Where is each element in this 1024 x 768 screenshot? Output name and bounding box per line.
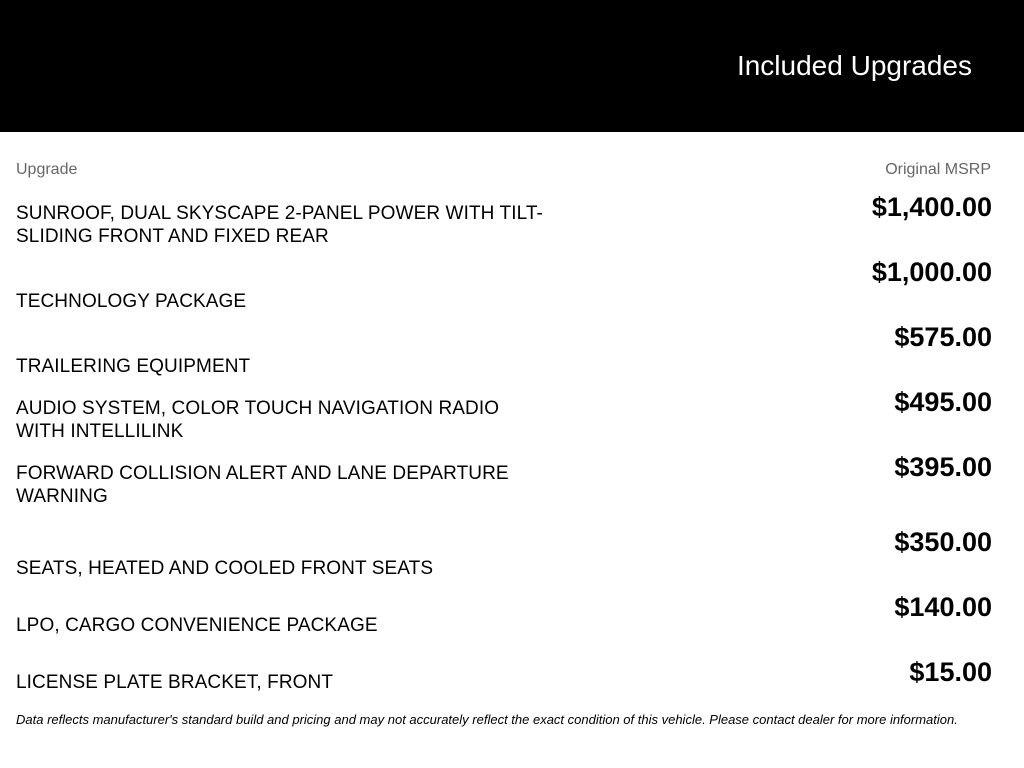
page-title: Included Upgrades <box>736 50 972 81</box>
upgrade-price: $140.00 <box>894 592 992 622</box>
table-row <box>16 192 992 248</box>
upgrade-price: $15.00 <box>909 657 992 687</box>
column-header-upgrade: Upgrade <box>16 161 78 178</box>
upgrade-price: $350.00 <box>894 527 992 557</box>
table-row <box>16 452 992 508</box>
upgrade-name: SUNROOF, DUAL SKYSCAPE 2-PANEL POWER WITH TILT-SLIDING FRONT AND FIXED REAR <box>16 203 543 247</box>
upgrade-name: LICENSE PLATE BRACKET, FRONT <box>16 672 334 693</box>
table-row <box>16 592 992 637</box>
upgrade-price: $495.00 <box>894 387 992 417</box>
upgrade-name: FORWARD COLLISION ALERT AND LANE DEPARTURE WARNING <box>16 463 509 507</box>
upgrade-name: TRAILERING EQUIPMENT <box>16 356 251 377</box>
table-row <box>16 657 992 694</box>
upgrade-price: $575.00 <box>894 322 992 352</box>
table-row <box>16 322 992 378</box>
header-banner <box>0 0 1024 132</box>
upgrade-price: $1,000.00 <box>871 257 992 287</box>
table-row <box>16 527 992 580</box>
upgrade-name: SEATS, HEATED AND COOLED FRONT SEATS <box>16 558 434 579</box>
disclaimer-text: Data reflects manufacturer's standard build and pricing and may not accurately reflect the exact condition of this vehicle. Please contact dealer for more information. <box>16 712 958 727</box>
upgrade-price: $1,400.00 <box>871 192 992 222</box>
upgrade-name: TECHNOLOGY PACKAGE <box>16 291 247 312</box>
table-row <box>16 257 992 313</box>
upgrade-price: $395.00 <box>894 452 992 482</box>
table-row <box>16 387 992 443</box>
upgrade-name: AUDIO SYSTEM, COLOR TOUCH NAVIGATION RADIO WITH INTELLILINK <box>16 398 500 442</box>
upgrade-name: LPO, CARGO CONVENIENCE PACKAGE <box>16 615 378 636</box>
column-header-msrp: Original MSRP <box>885 161 991 178</box>
